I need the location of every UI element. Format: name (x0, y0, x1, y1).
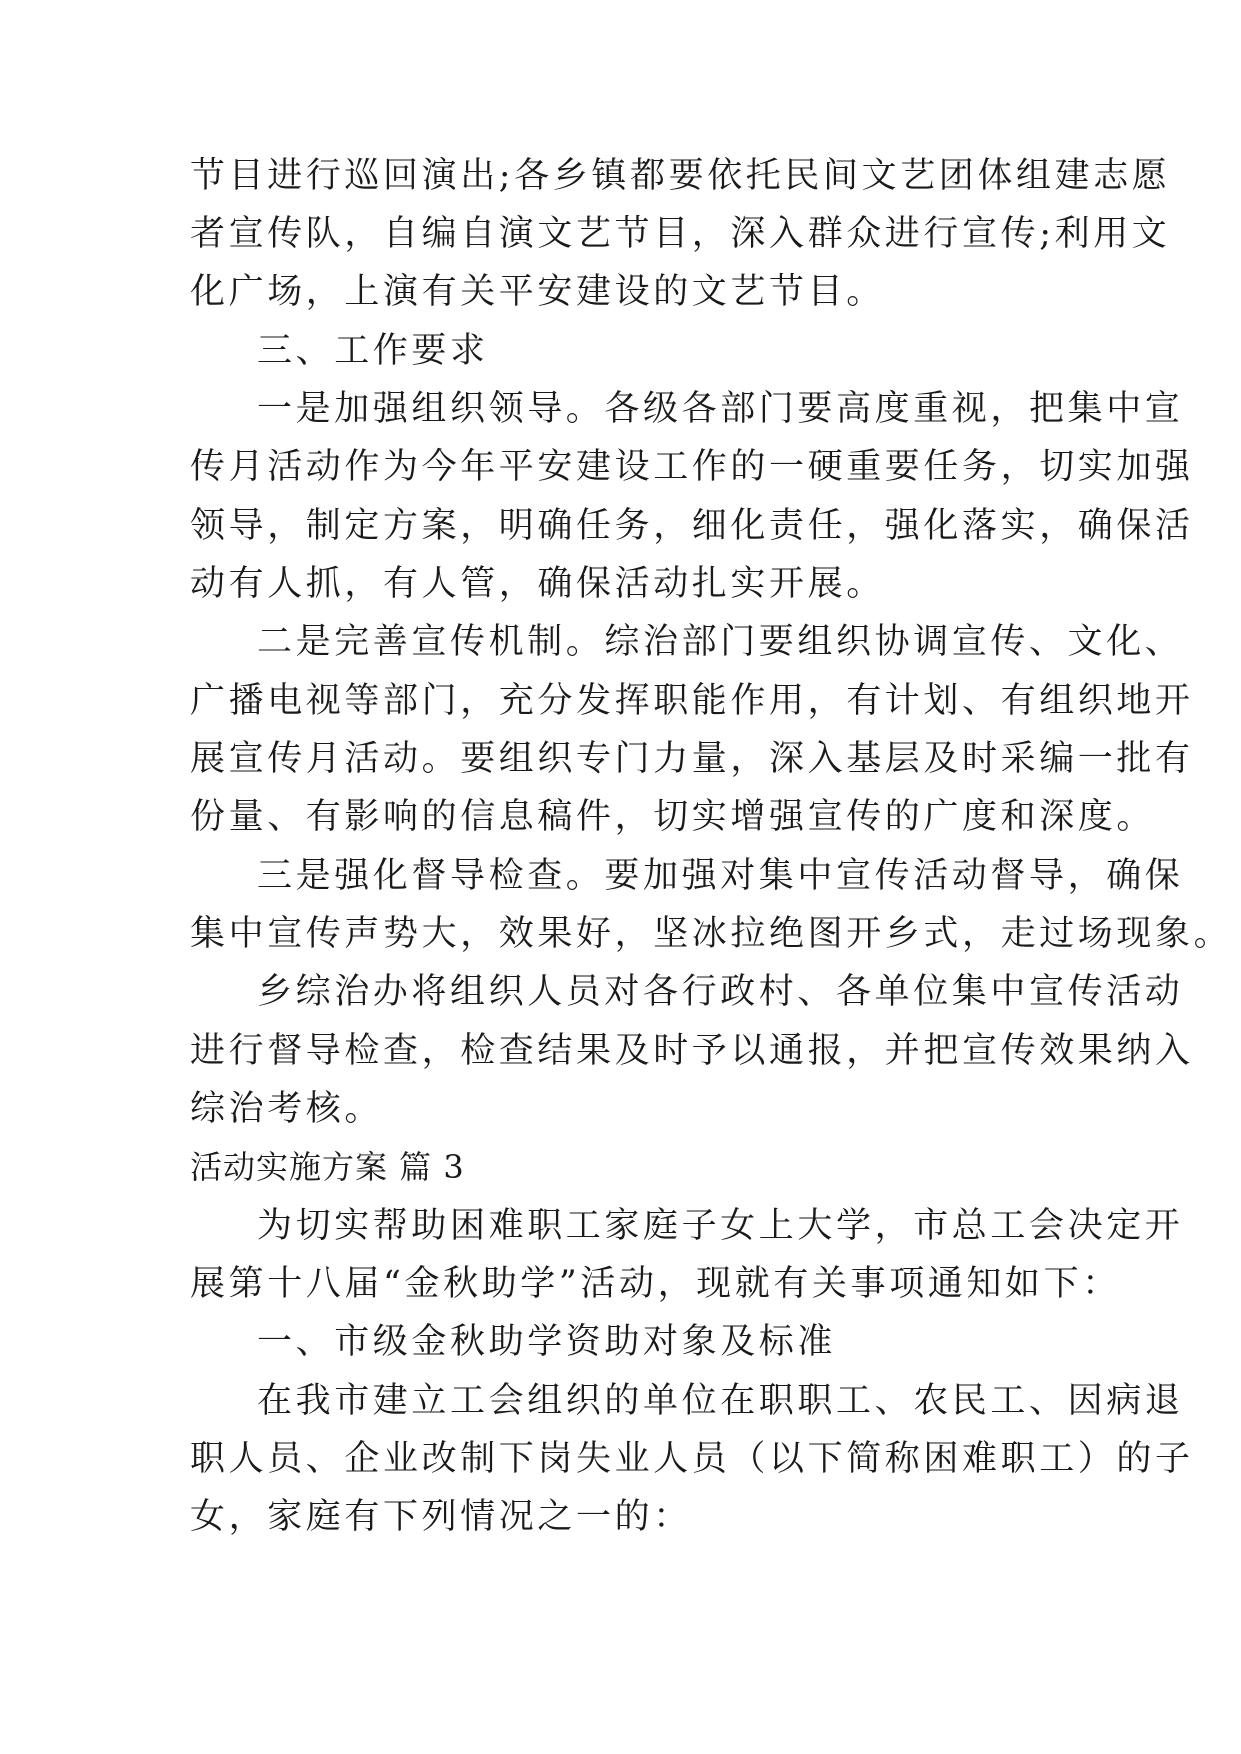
section-heading: 三、工作要求 (257, 331, 489, 371)
body-text-line: 展第十八届“金秋助学”活动，现就有关事项通知如下： (190, 1264, 1121, 1304)
body-text-line: 份量、有影响的信息稿件，切实增强宣传的广度和深度。 (190, 797, 1156, 837)
paragraph-first-line: 一是加强组织领导。各级各部门要高度重视，把集中宣 (257, 389, 1184, 429)
paragraph-first-line: 三是强化督导检查。要加强对集中宣传活动督导，确保 (257, 856, 1184, 896)
paragraph-first-line: 为切实帮助困难职工家庭子女上大学，市总工会决定开 (257, 1206, 1184, 1246)
body-text-line: 传月活动作为今年平安建设工作的一硬重要任务，切实加强 (190, 447, 1194, 487)
section-title: 活动实施方案 篇 3 (190, 1148, 465, 1186)
paragraph-first-line: 二是完善宣传机制。综治部门要组织协调宣传、文化、 (257, 622, 1184, 662)
body-text-line: 节目进行巡回演出;各乡镇都要依托民间文艺团体组建志愿 (190, 156, 1171, 196)
body-text-line: 集中宣传声势大，效果好，坚冰拉绝图开乡式，走过场现象。 (190, 914, 1233, 954)
body-text-line: 化广场，上演有关平安建设的文艺节目。 (190, 272, 885, 312)
section-heading: 一、市级金秋助学资助对象及标准 (257, 1322, 837, 1362)
body-text-line: 进行督导检查，检查结果及时予以通报，并把宣传效果纳入 (190, 1031, 1194, 1071)
body-text-line: 女，家庭有下列情况之一的： (190, 1497, 692, 1537)
paragraph-first-line: 在我市建立工会组织的单位在职职工、农民工、因病退 (257, 1381, 1184, 1421)
body-text-line: 动有人抓，有人管，确保活动扎实开展。 (190, 564, 885, 604)
body-text-line: 者宣传队，自编自演文艺节目，深入群众进行宣传;利用文 (190, 214, 1171, 254)
paragraph-first-line: 乡综治办将组织人员对各行政村、各单位集中宣传活动 (257, 972, 1184, 1012)
body-text-line: 广播电视等部门，充分发挥职能作用，有计划、有组织地开 (190, 681, 1194, 721)
body-text-line: 领导，制定方案，明确任务，细化责任，强化落实，确保活 (190, 506, 1194, 546)
body-text-line: 职人员、企业改制下岗失业人员（以下简称困难职工）的子 (190, 1439, 1194, 1479)
body-text-line: 展宣传月活动。要组织专门力量，深入基层及时采编一批有 (190, 739, 1194, 779)
body-text-line: 综治考核。 (190, 1089, 384, 1129)
